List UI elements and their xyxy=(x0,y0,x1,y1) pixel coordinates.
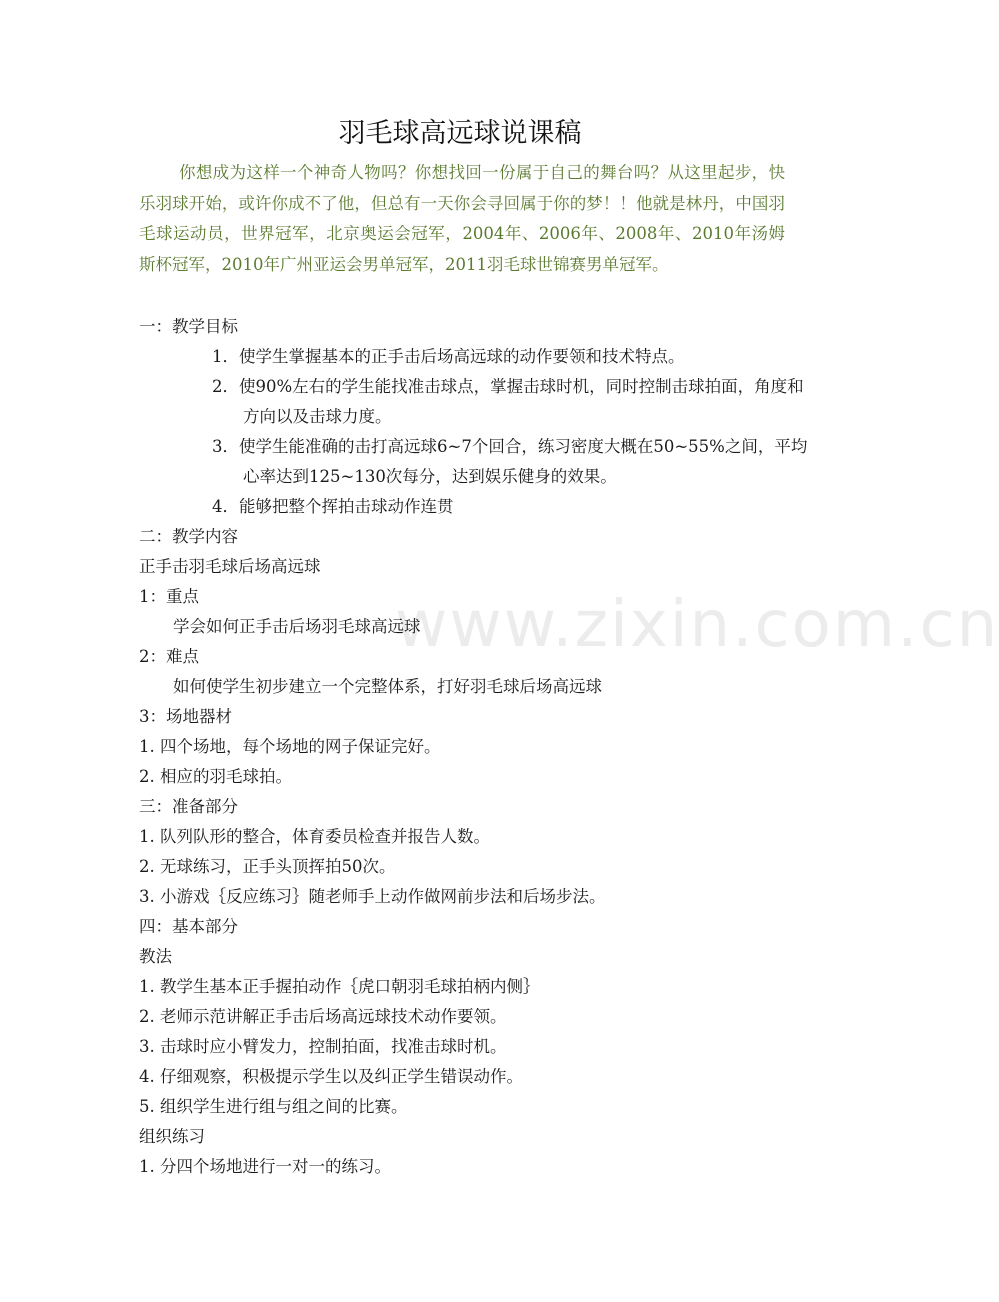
section-heading-basic: 四：基本部分 xyxy=(139,917,238,936)
method-item: 2. 老师示范讲解正手击后场高远球技术动作要领。 xyxy=(139,1007,507,1026)
key-point-heading: 1：重点 xyxy=(139,587,199,606)
intro-paragraph: 你想成为这样一个神奇人物吗？你想找回一份属于自己的舞台吗？从这里起步，快乐羽球开始，或许你成不了他，但总有一天你会寻回属于你的梦！！他就是林丹，中国羽毛球运动员，世界冠军，北京奥运会冠军，2004年、2006年、2008年、2010年汤姆斯杯冠军，2010年广州亚运会男单冠军，2011羽毛球世锦赛男单冠军。 xyxy=(139,163,785,274)
content-topic: 正手击羽毛球后场高远球 xyxy=(139,557,321,576)
preparation-item: 3. 小游戏｛反应练习｝随老师手上动作做网前步法和后场步法。 xyxy=(139,887,606,906)
practice-heading: 组织练习 xyxy=(139,1127,205,1146)
goal-item: 3．使学生能准确的击打高远球6~7个回合，练习密度大概在50~55%之间，平均心率达到125~130次每分，达到娱乐健身的效果。 xyxy=(212,437,808,486)
equipment-heading: 3：场地器材 xyxy=(139,707,232,726)
goal-item: 4．能够把整个挥拍击球动作连贯 xyxy=(212,497,454,516)
method-item: 1. 教学生基本正手握拍动作｛虎口朝羽毛球拍柄内侧｝ xyxy=(139,977,540,996)
preparation-item: 1. 队列队形的整合，体育委员检查并报告人数。 xyxy=(139,827,490,846)
method-item: 5. 组织学生进行组与组之间的比赛。 xyxy=(139,1097,408,1116)
equipment-item: 1. 四个场地，每个场地的网子保证完好。 xyxy=(139,737,441,756)
practice-item: 1. 分四个场地进行一对一的练习。 xyxy=(139,1157,391,1176)
section-heading-goals: 一：教学目标 xyxy=(139,317,238,336)
method-heading: 教法 xyxy=(139,947,172,966)
difficulty-text: 如何使学生初步建立一个完整体系，打好羽毛球后场高远球 xyxy=(173,677,602,696)
key-point-text: 学会如何正手击后场羽毛球高远球 xyxy=(173,617,421,636)
page-title: 羽毛球高远球说课稿 xyxy=(338,118,582,149)
method-item: 4. 仔细观察，积极提示学生以及纠正学生错误动作。 xyxy=(139,1067,523,1086)
preparation-item: 2. 无球练习，正手头顶挥拍50次。 xyxy=(139,857,396,876)
goal-item: 1．使学生掌握基本的正手击后场高远球的动作要领和技术特点。 xyxy=(212,347,685,366)
goal-item: 2．使90%左右的学生能找准击球点，掌握击球时机，同时控制击球拍面，角度和方向以及击球力度。 xyxy=(212,377,804,426)
equipment-item: 2. 相应的羽毛球拍。 xyxy=(139,767,292,786)
watermark: www.zixin.com.cn xyxy=(395,588,999,662)
difficulty-heading: 2：难点 xyxy=(139,647,199,666)
method-item: 3. 击球时应小臂发力，控制拍面，找准击球时机。 xyxy=(139,1037,507,1056)
section-heading-content: 二：教学内容 xyxy=(139,527,238,546)
section-heading-preparation: 三：准备部分 xyxy=(139,797,238,816)
